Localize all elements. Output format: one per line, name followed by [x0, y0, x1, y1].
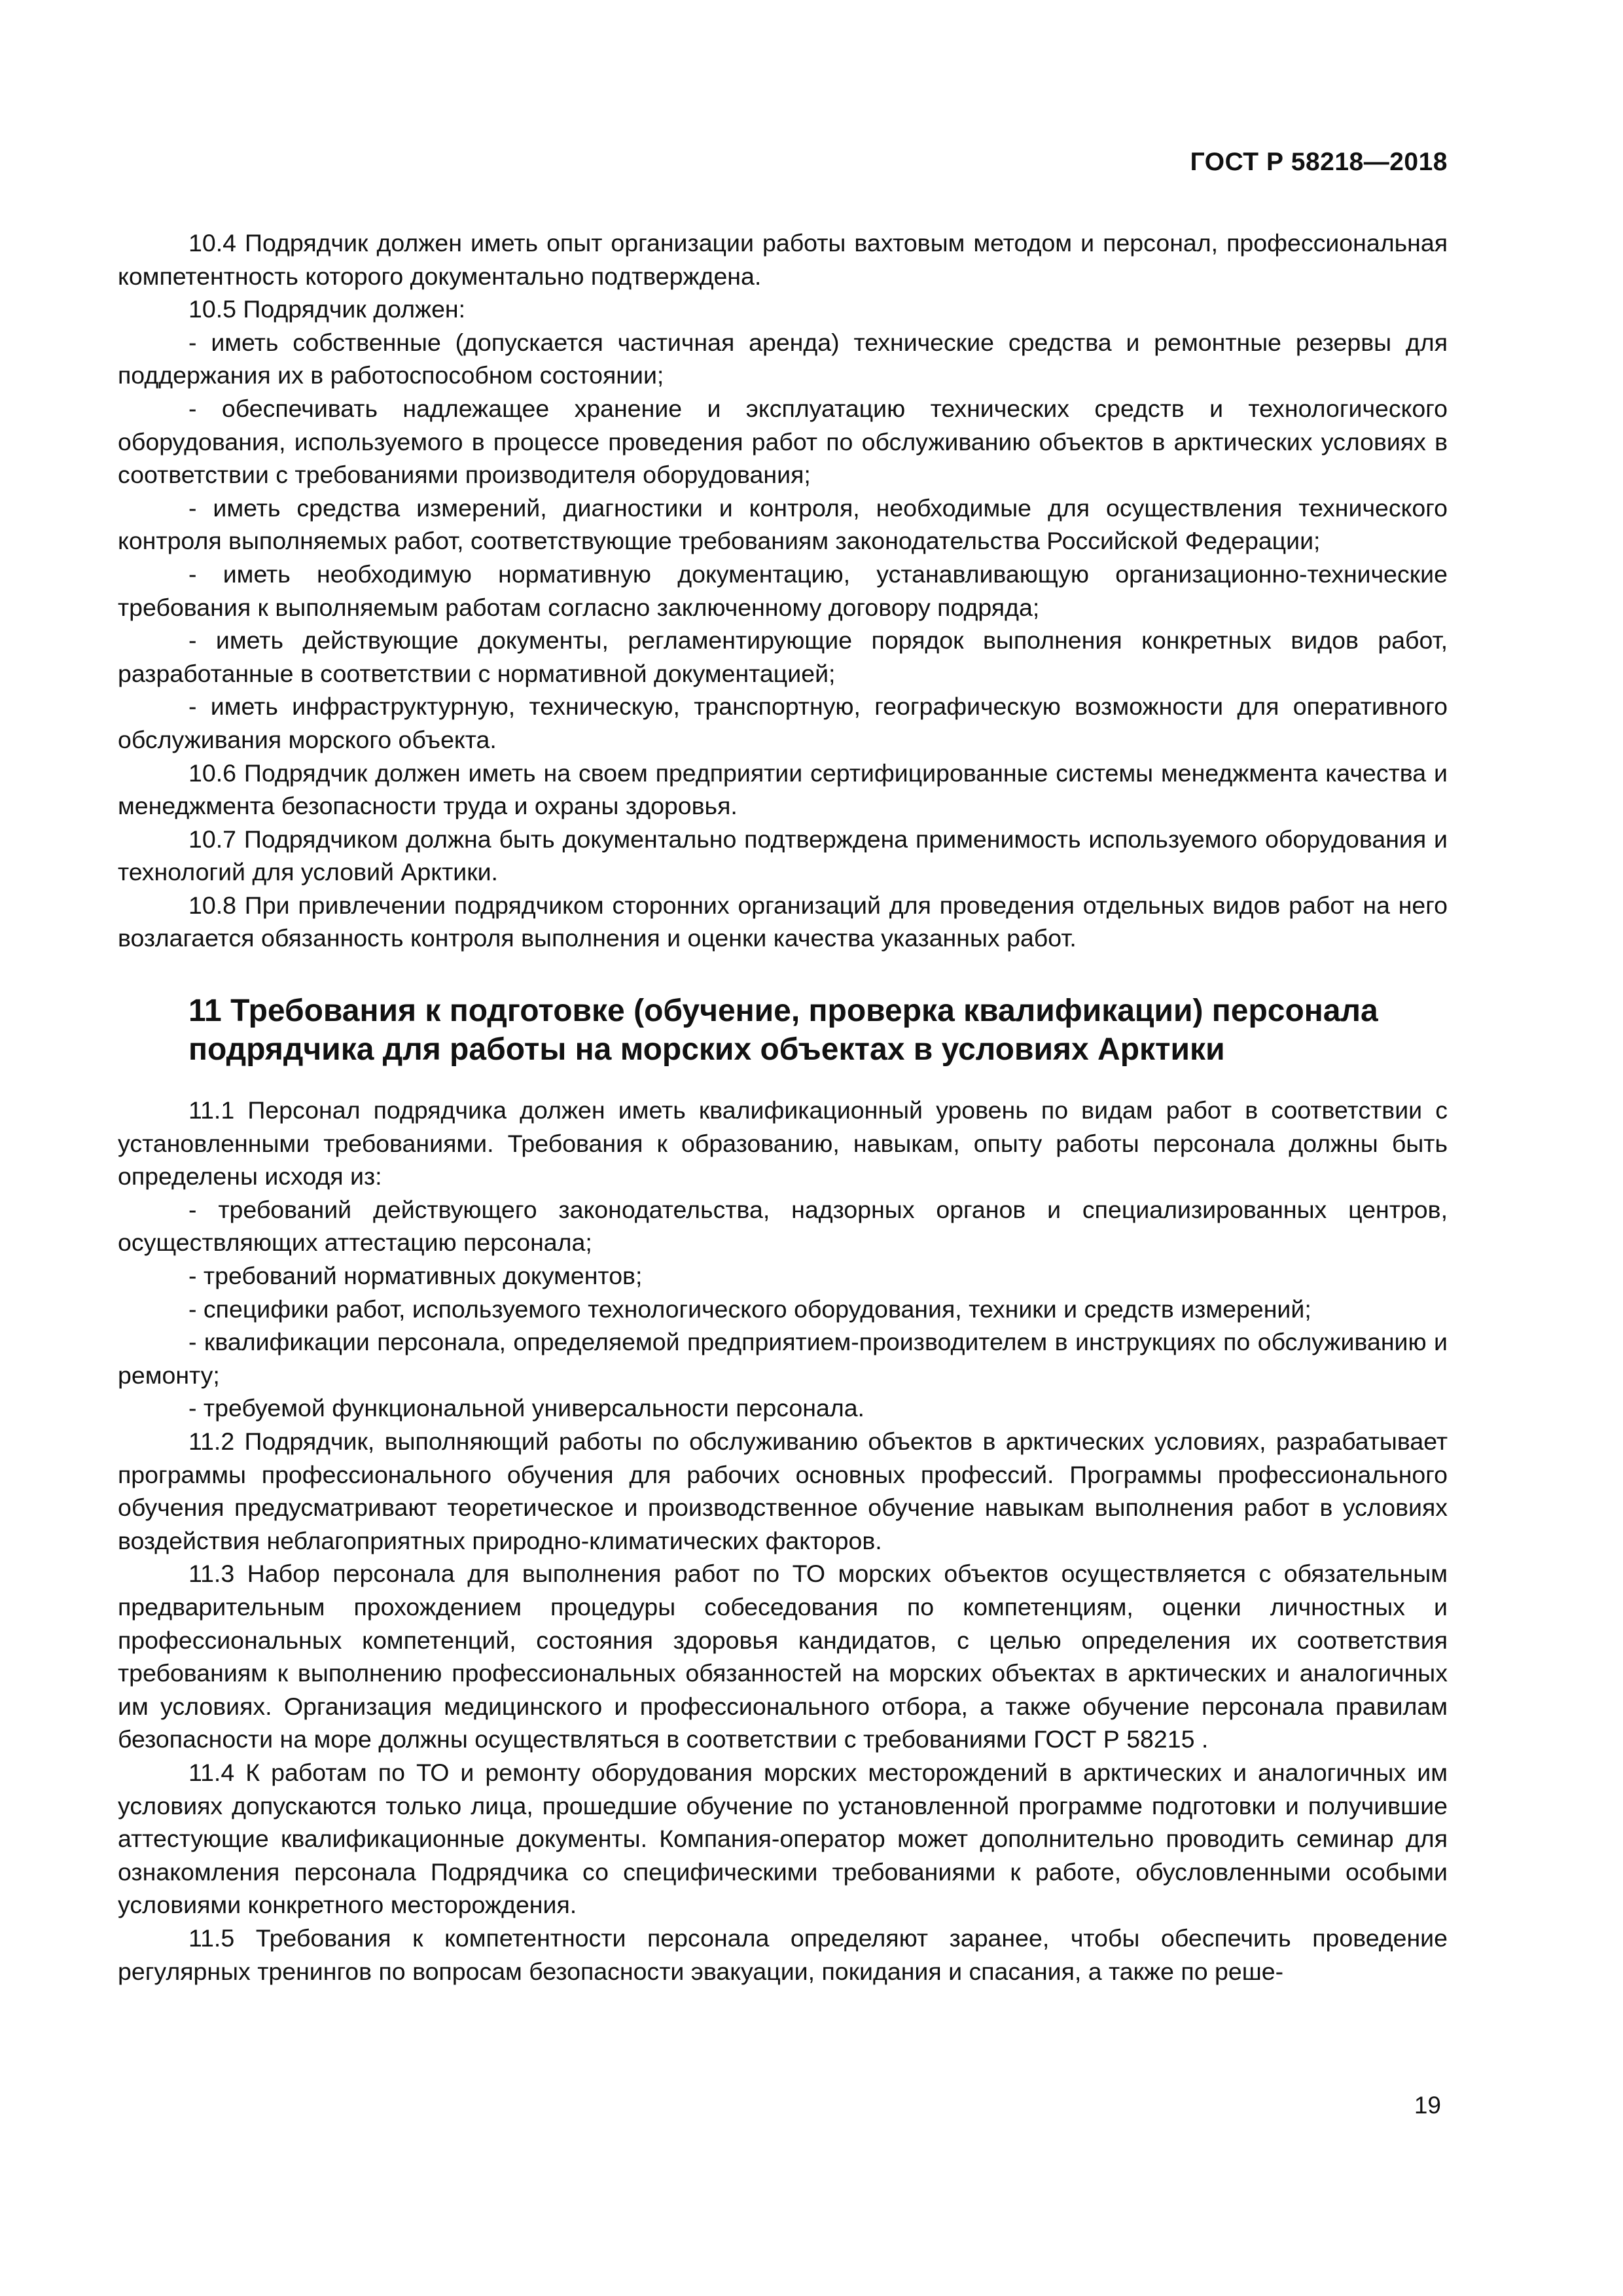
list-item: - обеспечивать надлежащее хранение и эксплуатацию технических средств и технологического оборудования, используемого в процессе проведения работ по обслуживанию объектов в арктических условиях в соответствии с требованиями производителя оборудования; — [118, 394, 1448, 489]
paragraph-11-5: 11.5 Требования к компетентности персонала определяют заранее, чтобы обеспечить проведение регулярных тренингов по вопросам безопасности эвакуации, покидания и спасания, а также по реше- — [118, 1924, 1448, 1985]
list-item: - иметь действующие документы, регламентирующие порядок выполнения конкретных видов работ, разработанные в соответствии с нормативной документацией; — [118, 626, 1448, 687]
paragraph-11-3: 11.3 Набор персонала для выполнения работ по ТО морских объектов осуществляется с обязательным предварительным прохождением процедуры собеседования по компетенциям, оценки личностных и профессиональных компетенций, состояния здоровья кандидатов, с целью определения их соответствия требованиям к выполнению профессиональных обязанностей на морских объектах в арктических и аналогичных им условиях. Организация медицинского и профессионального отбора, а также обучение персонала правилам безопасности на море должны осуществляться в соответствии с требованиями ГОСТ Р 58215 . — [118, 1560, 1448, 1753]
list-item: - требований действующего законодательства, надзорных органов и специализированных центров, осуществляющих аттестацию персонала; — [118, 1195, 1448, 1257]
paragraph-10-7: 10.7 Подрядчиком должна быть документально подтверждена применимость используемого оборудования и технологий для условий Арктики. — [118, 825, 1448, 886]
list-item: - иметь инфраструктурную, техническую, транспортную, географическую возможности для оперативного обслуживания морского объекта. — [118, 692, 1448, 753]
list-item: - иметь необходимую нормативную документацию, устанавливающую организационно-технические требования к выполняемым работам согласно заключенному договору подряда; — [118, 560, 1448, 621]
list-item: - квалификации персонала, определяемой предприятием-производителем в инструкциях по обслуживанию и ремонту; — [118, 1328, 1448, 1389]
document-header: ГОСТ Р 58218—2018 — [1190, 148, 1448, 176]
list-item: - специфики работ, используемого технологического оборудования, техники и средств измерений; — [188, 1295, 1311, 1323]
paragraph-11-1: 11.1 Персонал подрядчика должен иметь квалификационный уровень по видам работ в соответствии с установленными требованиями. Требования к образованию, навыкам, опыту работы персонала должны быть определены исходя из: — [118, 1096, 1448, 1191]
paragraph-10-4: 10.4 Подрядчик должен иметь опыт организации работы вахтовым методом и персонал, профессиональная компетентность которого документально подтверждена. — [118, 229, 1448, 290]
list-item: - требований нормативных документов; — [188, 1262, 643, 1290]
list-item: - требуемой функциональной универсальности персонала. — [188, 1394, 865, 1422]
paragraph-11-4: 11.4 К работам по ТО и ремонту оборудования морских месторождений в арктических и аналогичных им условиях допускаются только лица, прошедшие обучение по установленной программе подготовки и получившие аттестующие квалификационные документы. Компания-оператор может дополнительно проводить семинар для ознакомления персонала Подрядчика со специфическими требованиями к работе, обусловленными особыми условиями конкретного месторождения. — [118, 1758, 1448, 1919]
paragraph-11-2: 11.2 Подрядчик, выполняющий работы по обслуживанию объектов в арктических условиях, разрабатывает программы профессионального обучения для рабочих основных профессий. Программы профессионального обучения предусматривают теоретическое и производственное обучение навыкам выполнения работ в условиях воздействия неблагоприятных природно-климатических факторов. — [118, 1427, 1448, 1554]
page-number: 19 — [1414, 2092, 1441, 2119]
paragraph-10-6: 10.6 Подрядчик должен иметь на своем предприятии сертифицированные системы менеджмента качества и менеджмента безопасности труда и охраны здоровья. — [118, 759, 1448, 820]
page-content — [118, 226, 1448, 1988]
section-heading: 11 Требования к подготовке (обучение, проверка квалификации) персонала подрядчика для работы на морских объектах в условиях Арктики — [188, 994, 1378, 1067]
paragraph-10-8: 10.8 При привлечении подрядчиком сторонних организаций для проведения отдельных видов работ на него возлагается обязанность контроля выполнения и оценки качества указанных работ. — [118, 891, 1448, 952]
paragraph-10-5: 10.5 Подрядчик должен: — [188, 295, 466, 323]
list-item: - иметь средства измерений, диагностики и контроля, необходимые для осуществления технического контроля выполняемых работ, соответствующие требованиям законодательства Российской Федерации; — [118, 493, 1448, 555]
list-item: - иметь собственные (допускается частичная аренда) технические средства и ремонтные резервы для поддержания их в работоспособном состоянии; — [118, 328, 1448, 389]
